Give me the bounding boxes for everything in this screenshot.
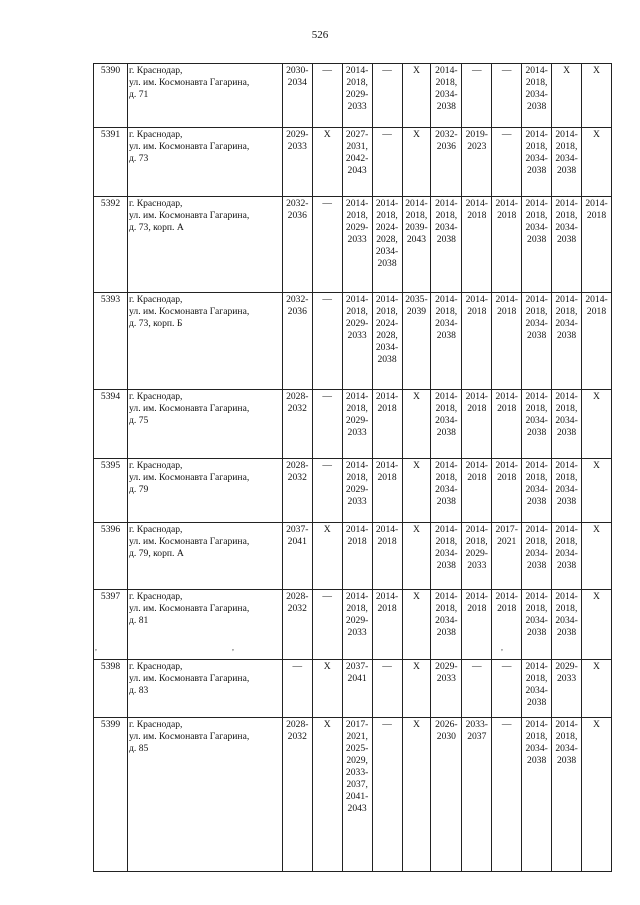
period-cell: 2014- 2018, 2029- 2033 xyxy=(342,590,372,660)
period-cell: — xyxy=(372,660,402,718)
period-cell: 2014- 2018 xyxy=(492,459,522,523)
period-cell: 2014- 2018, 2034- 2038 xyxy=(552,293,582,390)
period-cell: 2014- 2018, 2029- 2033 xyxy=(342,197,372,293)
period-cell: 2014- 2018, 2029- 2033 xyxy=(342,390,372,459)
period-cell: 2028- 2032 xyxy=(282,590,312,660)
period-cell: 2033- 2037 xyxy=(462,718,492,872)
period-cell: 2014- 2018 xyxy=(492,197,522,293)
period-cell: 2014- 2018 xyxy=(492,293,522,390)
row-number: 5395 xyxy=(94,459,128,523)
address-cell: г. Краснодар, ул. им. Космонавта Гагарина, д. 73 xyxy=(128,128,283,197)
address-cell: г. Краснодар, ул. им. Космонавта Гагарина, д. 71 xyxy=(128,64,283,128)
period-cell: 2028- 2032 xyxy=(282,390,312,459)
row-number: 5392 xyxy=(94,197,128,293)
period-cell: 2014- 2018, 2034- 2038 xyxy=(431,459,462,523)
period-cell: — xyxy=(312,293,342,390)
period-cell: 2032- 2036 xyxy=(282,197,312,293)
period-cell: 2014- 2018, 2029- 2033 xyxy=(462,523,492,590)
period-cell: 2014- 2018, 2034- 2038 xyxy=(522,459,552,523)
period-cell: Х xyxy=(402,64,431,128)
period-cell: 2014- 2018, 2039- 2043 xyxy=(402,197,431,293)
period-cell: 2037- 2041 xyxy=(342,660,372,718)
address-cell: г. Краснодар, ул. им. Космонавта Гагарина, д. 75 xyxy=(128,390,283,459)
period-cell: — xyxy=(492,718,522,872)
period-cell: 2014- 2018 xyxy=(342,523,372,590)
address-cell: г. Краснодар, ул. им. Космонавта Гагарина, д. 73, корп. Б xyxy=(128,293,283,390)
period-cell: — xyxy=(312,197,342,293)
period-cell: 2014- 2018, 2034- 2038 xyxy=(552,128,582,197)
period-cell: 2029- 2033 xyxy=(552,660,582,718)
table-row xyxy=(94,660,612,718)
period-cell: 2026- 2030 xyxy=(431,718,462,872)
period-cell: Х xyxy=(402,718,431,872)
table-row xyxy=(94,590,612,660)
period-cell: Х xyxy=(402,128,431,197)
period-cell: 2030- 2034 xyxy=(282,64,312,128)
row-number: 5398 xyxy=(94,660,128,718)
period-cell: 2028- 2032 xyxy=(282,459,312,523)
period-cell: 2014- 2018, 2034- 2038 xyxy=(522,128,552,197)
table-row xyxy=(94,459,612,523)
period-cell: Х xyxy=(582,64,612,128)
period-cell: 2014- 2018 xyxy=(372,523,402,590)
period-cell: Х xyxy=(582,523,612,590)
scan-artifact: , xyxy=(501,643,503,652)
period-cell: Х xyxy=(582,459,612,523)
address-cell: г. Краснодар, ул. им. Космонавта Гагарина, д. 83 xyxy=(128,660,283,718)
period-cell: — xyxy=(462,64,492,128)
period-cell: 2017- 2021 xyxy=(492,523,522,590)
address-cell: г. Краснодар, ул. им. Космонавта Гагарина, д. 79 xyxy=(128,459,283,523)
period-cell: 2014- 2018, 2034- 2038 xyxy=(431,390,462,459)
period-cell: 2014- 2018 xyxy=(582,197,612,293)
period-cell: Х xyxy=(312,128,342,197)
period-cell: — xyxy=(312,459,342,523)
period-cell: 2014- 2018 xyxy=(462,293,492,390)
period-cell: 2014- 2018, 2034- 2038 xyxy=(431,590,462,660)
period-cell: 2029- 2033 xyxy=(282,128,312,197)
period-cell: Х xyxy=(312,523,342,590)
period-cell: 2014- 2018, 2034- 2038 xyxy=(552,390,582,459)
period-cell: — xyxy=(462,660,492,718)
period-cell: 2014- 2018, 2034- 2038 xyxy=(552,590,582,660)
period-cell: 2032- 2036 xyxy=(282,293,312,390)
period-cell: 2014- 2018 xyxy=(462,197,492,293)
period-cell: Х xyxy=(582,718,612,872)
period-cell: 2029- 2033 xyxy=(431,660,462,718)
period-cell: 2017- 2021, 2025- 2029, 2033- 2037, 2041- 2043 xyxy=(342,718,372,872)
period-cell: — xyxy=(372,128,402,197)
period-cell: 2014- 2018 xyxy=(372,590,402,660)
period-cell: 2014- 2018, 2034- 2038 xyxy=(522,64,552,128)
table-row xyxy=(94,64,612,128)
row-number: 5396 xyxy=(94,523,128,590)
scan-artifact: , xyxy=(95,643,97,652)
period-cell: Х xyxy=(402,590,431,660)
period-cell: Х xyxy=(312,718,342,872)
period-cell: Х xyxy=(582,590,612,660)
period-cell: — xyxy=(492,128,522,197)
period-cell: 2014- 2018, 2034- 2038 xyxy=(431,293,462,390)
period-cell: 2014- 2018, 2034- 2038 xyxy=(552,718,582,872)
period-cell: — xyxy=(372,718,402,872)
row-number: 5397 xyxy=(94,590,128,660)
period-cell: 2014- 2018, 2034- 2038 xyxy=(431,64,462,128)
period-cell: 2027- 2031, 2042- 2043 xyxy=(342,128,372,197)
period-cell: 2014- 2018 xyxy=(492,390,522,459)
period-cell: 2014- 2018 xyxy=(372,390,402,459)
period-cell: — xyxy=(282,660,312,718)
table-row xyxy=(94,523,612,590)
period-cell: 2014- 2018, 2029- 2033 xyxy=(342,459,372,523)
period-cell: 2032- 2036 xyxy=(431,128,462,197)
address-cell: г. Краснодар, ул. им. Космонавта Гагарина, д. 79, корп. А xyxy=(128,523,283,590)
table-row xyxy=(94,128,612,197)
period-cell: 2028- 2032 xyxy=(282,718,312,872)
period-cell: 2014- 2018 xyxy=(372,459,402,523)
period-cell: — xyxy=(492,660,522,718)
period-cell: 2014- 2018, 2034- 2038 xyxy=(522,590,552,660)
period-cell: Х xyxy=(582,390,612,459)
period-cell: 2014- 2018, 2024- 2028, 2034- 2038 xyxy=(372,293,402,390)
period-cell: 2014- 2018, 2024- 2028, 2034- 2038 xyxy=(372,197,402,293)
period-cell: Х xyxy=(402,459,431,523)
row-number: 5391 xyxy=(94,128,128,197)
row-number: 5399 xyxy=(94,718,128,872)
address-cell: г. Краснодар, ул. им. Космонавта Гагарина, д. 85 xyxy=(128,718,283,872)
period-cell: Х xyxy=(582,660,612,718)
period-cell: Х xyxy=(402,390,431,459)
period-cell: 2035- 2039 xyxy=(402,293,431,390)
period-cell: 2014- 2018, 2034- 2038 xyxy=(522,660,552,718)
period-cell: Х xyxy=(402,523,431,590)
period-cell: 2014- 2018, 2034- 2038 xyxy=(552,523,582,590)
period-cell: 2014- 2018 xyxy=(462,590,492,660)
period-cell: 2014- 2018, 2034- 2038 xyxy=(522,718,552,872)
period-cell: 2014- 2018, 2034- 2038 xyxy=(522,390,552,459)
period-cell: 2014- 2018, 2034- 2038 xyxy=(552,459,582,523)
period-cell: Х xyxy=(552,64,582,128)
repair-schedule-table xyxy=(93,63,612,872)
period-cell: 2014- 2018, 2034- 2038 xyxy=(552,197,582,293)
page-number: 526 xyxy=(311,29,329,41)
scan-artifact: , xyxy=(232,643,234,652)
period-cell: — xyxy=(312,390,342,459)
period-cell: 2014- 2018 xyxy=(462,459,492,523)
period-cell: 2014- 2018, 2034- 2038 xyxy=(522,293,552,390)
period-cell: — xyxy=(492,64,522,128)
period-cell: Х xyxy=(312,660,342,718)
row-number: 5394 xyxy=(94,390,128,459)
period-cell: 2014- 2018, 2034- 2038 xyxy=(431,523,462,590)
period-cell: 2014- 2018, 2034- 2038 xyxy=(522,197,552,293)
address-cell: г. Краснодар, ул. им. Космонавта Гагарина, д. 73, корп. А xyxy=(128,197,283,293)
period-cell: 2014- 2018 xyxy=(462,390,492,459)
period-cell: — xyxy=(372,64,402,128)
table-row xyxy=(94,390,612,459)
table-row xyxy=(94,293,612,390)
row-number: 5393 xyxy=(94,293,128,390)
row-number: 5390 xyxy=(94,64,128,128)
table-row xyxy=(94,718,612,872)
period-cell: 2014- 2018, 2029- 2033 xyxy=(342,64,372,128)
period-cell: 2019- 2023 xyxy=(462,128,492,197)
period-cell: 2014- 2018 xyxy=(582,293,612,390)
period-cell: — xyxy=(312,64,342,128)
period-cell: 2037- 2041 xyxy=(282,523,312,590)
period-cell: — xyxy=(312,590,342,660)
period-cell: 2014- 2018 xyxy=(492,590,522,660)
period-cell: 2014- 2018, 2034- 2038 xyxy=(431,197,462,293)
period-cell: 2014- 2018, 2029- 2033 xyxy=(342,293,372,390)
table-row xyxy=(94,197,612,293)
period-cell: 2014- 2018, 2034- 2038 xyxy=(522,523,552,590)
address-cell: г. Краснодар, ул. им. Космонавта Гагарина, д. 81 xyxy=(128,590,283,660)
period-cell: Х xyxy=(402,660,431,718)
period-cell: Х xyxy=(582,128,612,197)
